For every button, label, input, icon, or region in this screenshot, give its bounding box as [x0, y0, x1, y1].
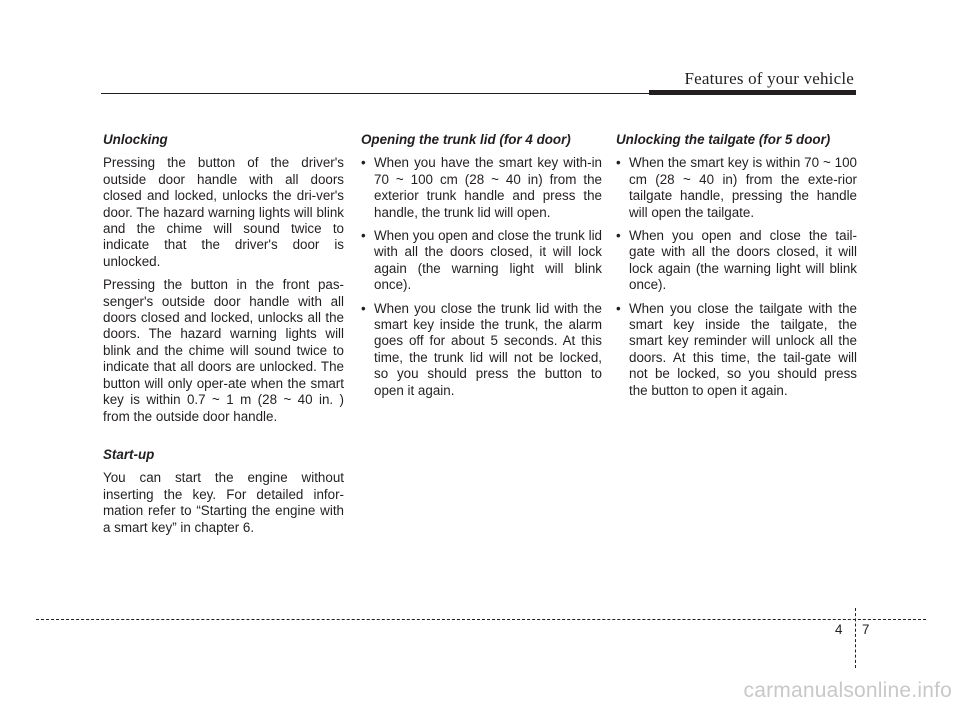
column-unlocking — [103, 132, 344, 543]
page-number: 7 — [862, 622, 870, 637]
list-item — [616, 228, 857, 294]
list-item — [361, 228, 602, 294]
section-heading-unlocking: Unlocking — [103, 132, 168, 147]
list-item — [361, 155, 602, 221]
column-tailgate — [616, 132, 857, 406]
paragraph: Pressing the button in the front pas-senger's outside door handle with all doors closed and locked, unlocks all the doors. The hazard warning lights will blink and the chime will sound twice to indicate that all doors are unlocked. The button will only oper-ate when the smart key is within 0.7 ~ 1 m (28 ~ 40 in. ) from the outside door handle. — [103, 277, 344, 424]
list-item-text: When you close the tailgate with the smart key inside the tailgate, the smart key reminder will unlock all the doors. At this time, the tail-gate will not be locked, so you should press the button to open it again. — [629, 300, 857, 398]
bullet-icon: • — [361, 300, 366, 316]
list-item — [616, 301, 857, 399]
header-rule-bar — [649, 90, 856, 95]
bullet-icon: • — [616, 155, 621, 171]
list-item-text: When you open and close the trunk lid with all the doors closed, it will lock again (the warning light will blink once). — [374, 228, 602, 293]
footer-divider — [36, 619, 926, 620]
column-trunk-lid — [361, 132, 602, 406]
page-header-title: Features of your vehicle — [684, 69, 854, 88]
list-item — [616, 155, 857, 221]
list-item-text: When you close the trunk lid with the smart key inside the trunk, the alarm goes off for about 5 seconds. At this time, the trunk lid will not be locked, so you should press the button to open it again. — [374, 300, 602, 398]
paragraph: You can start the engine without inserting the key. For detailed infor-mation refer to “Starting the engine with a smart key” in chapter 6. — [103, 470, 344, 535]
section-heading-tailgate: Unlocking the tailgate (for 5 door) — [616, 132, 831, 147]
bullet-icon: • — [616, 228, 621, 244]
section-heading-trunk-lid: Opening the trunk lid (for 4 door) — [361, 132, 571, 147]
bullet-icon: • — [361, 228, 366, 244]
footer-page-divider — [855, 608, 856, 668]
bullet-list — [616, 155, 857, 399]
bullet-icon: • — [361, 155, 366, 171]
section-heading-start-up: Start-up — [103, 446, 155, 462]
watermark: carmanualsonline.info — [743, 679, 952, 702]
paragraph: Pressing the button of the driver's outside door handle with all doors closed and locked, unlocks the dri-ver's door. The hazard warning lights will blink and the chime will sound twice to indicate that the driver's door is unlocked. — [103, 155, 344, 269]
page-section-number: 4 — [835, 622, 843, 637]
bullet-icon: • — [616, 300, 621, 316]
list-item-text: When the smart key is within 70 ~ 100 cm (28 ~ 40 in) from the exte-rior tailgate handle, pressing the handle will open the tailgate. — [629, 155, 857, 220]
header-rule — [101, 93, 649, 94]
list-item-text: When you open and close the tail-gate with all the doors closed, it will lock again (the warning light will blink once). — [629, 228, 857, 293]
bullet-list — [361, 155, 602, 399]
list-item-text: When you have the smart key with-in 70 ~ 100 cm (28 ~ 40 in) from the exterior trunk handle and press the handle, the trunk lid will open. — [374, 155, 602, 220]
list-item — [361, 301, 602, 399]
